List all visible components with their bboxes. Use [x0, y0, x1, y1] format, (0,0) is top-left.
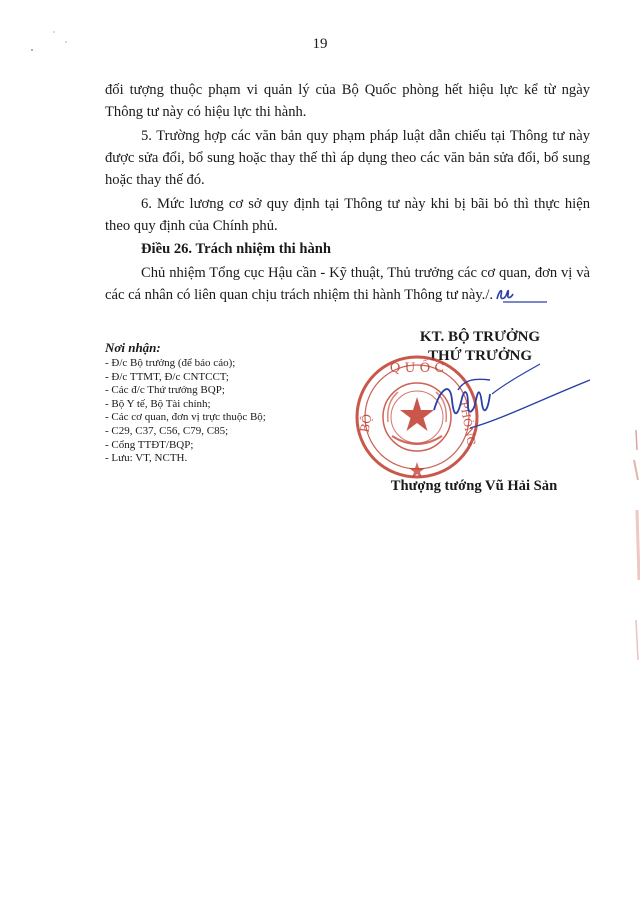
paragraph-clause-6: 6. Mức lương cơ sở quy định tại Thông tư này khi bị bãi bỏ thì thực hiện theo quy định của Chính phủ.: [105, 196, 590, 234]
signature-title-line1: KT. BỘ TRƯỞNG: [419, 329, 541, 345]
recipients-block: [105, 340, 365, 466]
recipient-item: - Đ/c TTMT, Đ/c CNTCCT;: [105, 370, 229, 383]
recipient-item: - C29, C37, C56, C79, C85;: [105, 424, 229, 437]
article-26-body-text: Chủ nhiệm Tổng cục Hậu cần - Kỹ thuật, Thủ trưởng các cơ quan, đơn vị và các cá nhân có liên quan chịu trách nhiệm thi hành Thông tư này./.: [105, 265, 590, 303]
recipient-item: - Các đ/c Thứ trưởng BQP;: [105, 384, 225, 397]
article-26-title: Điều 26. Trách nhiệm thi hành: [141, 241, 332, 257]
recipient-item: - Cổng TTĐT/BQP;: [105, 438, 194, 451]
svg-text:Q U Ố C: Q U Ố C: [389, 361, 445, 376]
signer-name: Thượng tướng Vũ Hải Sản: [390, 478, 558, 494]
recipient-item: - Các cơ quan, đơn vị trực thuộc Bộ;: [105, 411, 266, 424]
recipients-heading: Nơi nhận:: [105, 340, 161, 355]
signature-title-line2: THỨ TRƯỞNG: [427, 348, 533, 364]
paragraph-clause-5: 5. Trường hợp các văn bản quy phạm pháp luật dẫn chiếu tại Thông tư này được sửa đổi, bổ sung hoặc thay thế thì áp dụng theo các văn bản sửa đổi, bổ sung hoặc thay thế đó.: [105, 128, 590, 188]
paragraph-continuation-line2: Thông tư này có hiệu lực thi hành.: [105, 104, 307, 120]
recipient-item: - Đ/c Bộ trưởng (để báo cáo);: [105, 357, 236, 369]
handwritten-signature-icon: [430, 350, 600, 445]
svg-text:PHÒNG: PHÒNG: [457, 400, 478, 447]
page-number: 19: [312, 36, 328, 52]
paragraph-continuation: [105, 79, 590, 123]
recipient-item: - Lưu: VT, NCTH.: [105, 452, 188, 465]
svg-text:BỘ: BỘ: [357, 412, 375, 434]
recipients-list: [105, 357, 365, 466]
initial-mark-icon: [493, 285, 539, 303]
article-26-body: [105, 262, 590, 306]
recipient-item: - Bộ Y tế, Bộ Tài chính;: [105, 397, 211, 410]
paragraph-continuation-line1: đối tượng thuộc phạm vi quản lý của Bộ Quốc phòng hết hiệu lực kể từ ngày: [105, 82, 590, 98]
scan-edge-artifact: [624, 420, 640, 680]
